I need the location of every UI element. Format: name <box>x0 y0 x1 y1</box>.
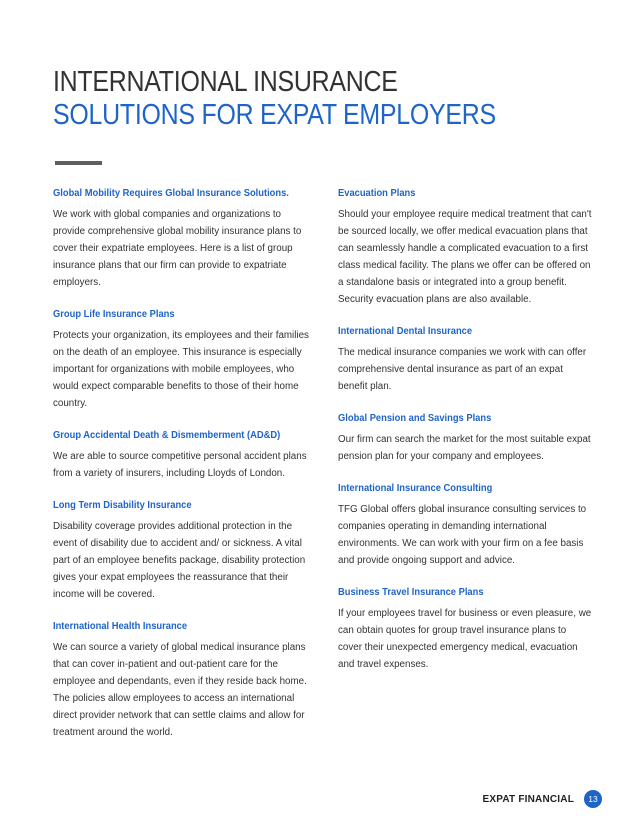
section-body: TFG Global offers global insurance consulting services to companies operating in demanding international environments. We can work with your firm on a fee basis and provide ongoing support and advice. <box>338 504 587 566</box>
section-heading: Global Pension and Savings Plans <box>338 413 492 424</box>
section-heading: International Insurance Consulting <box>338 483 493 494</box>
section-body: The medical insurance companies we work with can offer comprehensive dental insurance as part of an expat benefit plan. <box>338 347 587 392</box>
section-body: Our firm can search the market for the most suitable expat pension plan for your company and employees. <box>338 434 591 462</box>
title-divider <box>55 161 102 165</box>
footer-brand: EXPAT FINANCIAL <box>482 793 574 805</box>
page-number-badge: 13 <box>584 790 602 808</box>
section-body: We can source a variety of global medical insurance plans that can cover in-patient and out-patient care for the employee and dependants, even if they reside back home. The policies allow employees to access an international direct provider network that can settle claims and allow for treatment around the world. <box>53 642 307 738</box>
right-column <box>338 187 592 690</box>
section-group-life <box>53 308 311 412</box>
section-business-travel <box>338 586 592 673</box>
section-heading: Evacuation Plans <box>338 188 416 199</box>
section-heading: Group Life Insurance Plans <box>53 309 175 320</box>
section-consulting <box>338 482 592 569</box>
section-heading: Long Term Disability Insurance <box>53 500 192 511</box>
title-line-2: SOLUTIONS FOR EXPAT EMPLOYERS <box>53 99 496 131</box>
page-title <box>53 66 496 132</box>
section-heading: International Health Insurance <box>53 621 188 632</box>
section-add <box>53 429 311 482</box>
section-body: If your employees travel for business or even pleasure, we can obtain quotes for group travel insurance plans to cover their unexpected emergency medical, evacuation and travel expenses. <box>338 608 592 670</box>
section-body: We work with global companies and organizations to provide comprehensive global mobility insurance plans to cover their expatriate employees. Here is a list of group insurance plans that our firm can provide to expatriate employers. <box>53 209 302 288</box>
section-heading: Group Accidental Death & Dismemberment (AD&D) <box>53 430 281 441</box>
section-body: Should your employee require medical treatment that can't be sourced locally, we offer medical evacuation plans that can seamlessly handle a complicated evacuation to a first class medical facility. The plans we offer can be offered on a standalone basis or integrated into a group benefit. Security evacuation plans are also available. <box>338 209 592 305</box>
section-body: Protects your organization, its employees and their families on the death of an employee. This insurance is especially important for organizations with mobile employees, who would expect comparable benefits to those of their home country. <box>53 330 309 409</box>
section-dental <box>338 325 592 395</box>
section-evacuation <box>338 187 592 308</box>
section-heading: Business Travel Insurance Plans <box>338 587 484 598</box>
section-international-health <box>53 620 311 741</box>
section-global-mobility <box>53 187 311 291</box>
section-heading: Global Mobility Requires Global Insurance Solutions. <box>53 188 289 199</box>
section-body: Disability coverage provides additional protection in the event of disability due to accident and/ or sickness. A vital part of an employee benefits package, disability protection gives your expat employees the reassurance that their income will be covered. <box>53 521 306 600</box>
section-long-term-disability <box>53 499 311 603</box>
section-heading: International Dental Insurance <box>338 326 473 337</box>
title-line-1: INTERNATIONAL INSURANCE <box>53 66 398 98</box>
left-column <box>53 187 311 758</box>
section-body: We are able to source competitive personal accident plans from a variety of insurers, including Lloyds of London. <box>53 451 307 479</box>
page-footer <box>482 790 602 808</box>
section-pension <box>338 412 592 465</box>
